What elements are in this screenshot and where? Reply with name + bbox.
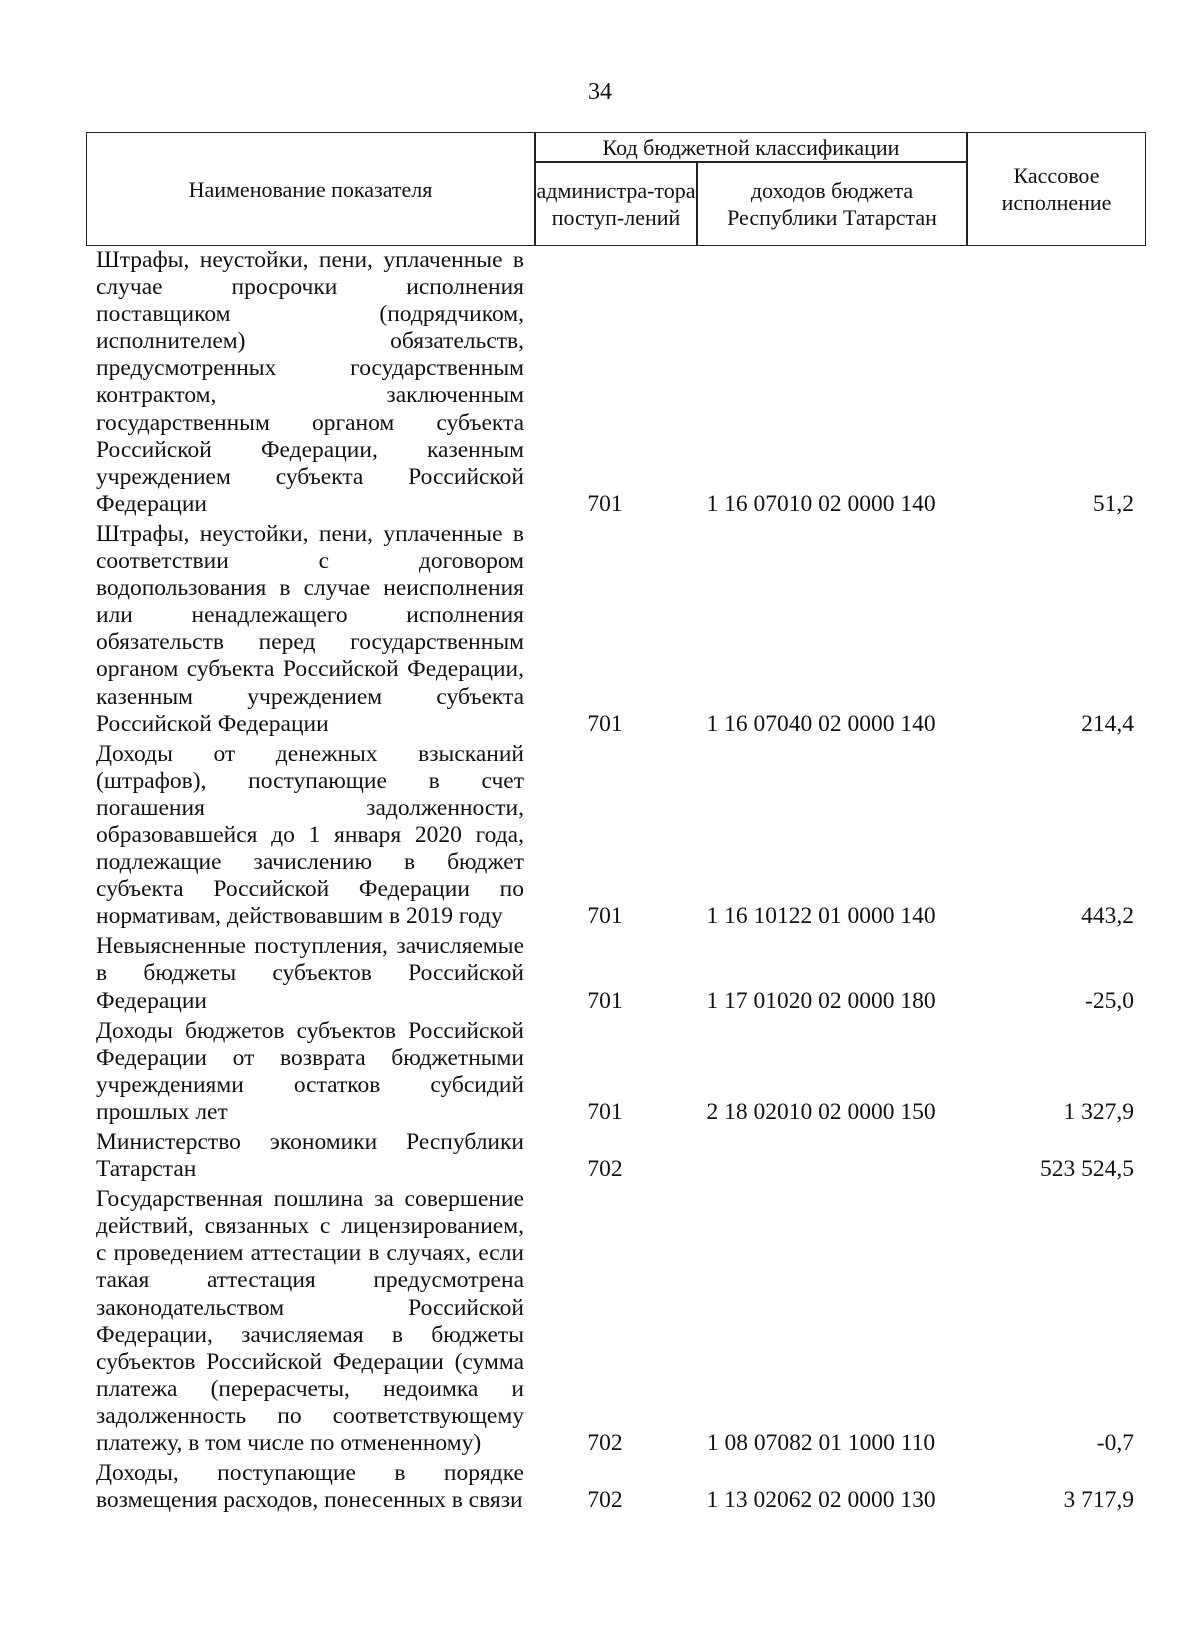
row-name: Невыясненные поступления, зачисляемые в бюджеты субъектов Российской Федерации: [96, 933, 524, 1014]
row-sum: 523 524,5: [1040, 1156, 1134, 1183]
table-row: [86, 741, 1146, 931]
page-number: 34: [588, 79, 612, 105]
table-row: [86, 1460, 1146, 1514]
row-sum: 214,4: [1081, 710, 1134, 737]
row-name: Доходы от денежных взысканий (штрафов), поступающие в счет погашения задолженности, образовавшейся до 1 января 2020 года, подлежащие зачислению в бюджет субъекта Российской Федерации по нормативам, действовавшим в 2019 году: [96, 740, 524, 930]
row-name: Доходы, поступающие в порядке возмещения расходов, понесенных в связи: [96, 1460, 524, 1514]
header-divider: [966, 133, 968, 245]
row-admin: 702: [587, 1156, 623, 1183]
row-name: Штрафы, неустойки, пени, уплаченные в случае просрочки исполнения поставщиком (подрядчиком, исполнителем) обязательств, предусмотренных государственным контрактом, заключенным государственным органом субъекта Российской Федерации, казенным учреждением субъекта Российской Федерации: [96, 247, 524, 517]
row-admin: 701: [587, 987, 623, 1014]
row-sum: -25,0: [1085, 987, 1134, 1014]
row-name: Штрафы, неустойки, пени, уплаченные в соответствии с договором водопользования в случае неисполнения или ненадлежащего исполнения обязательств перед государственным органом субъекта Российской Федерации, казенным учреждением субъекта Российской Федерации: [96, 520, 524, 737]
table-body: [86, 247, 1146, 1517]
row-code: 1 17 01020 02 0000 180: [706, 987, 936, 1014]
row-admin: 702: [587, 1430, 623, 1457]
header-execution-text: Кассовое исполнение: [1001, 163, 1112, 215]
row-code: 1 16 07040 02 0000 140: [706, 710, 936, 737]
header-code-group: Код бюджетной классификации: [602, 135, 900, 160]
header-admin-text: администра-тора поступ-лений: [536, 178, 696, 230]
table-row: [86, 1129, 1146, 1183]
row-code: 1 13 02062 02 0000 130: [706, 1487, 936, 1514]
row-admin: 701: [587, 903, 623, 930]
header-income: [698, 163, 966, 245]
row-code: 1 16 07010 02 0000 140: [706, 490, 936, 517]
table-header: [86, 132, 1146, 246]
row-admin: 701: [587, 1099, 623, 1125]
row-code: 2 18 02010 02 0000 150: [706, 1099, 936, 1125]
table-row: [86, 1186, 1146, 1457]
row-sum: 51,2: [1092, 490, 1134, 517]
row-admin: 701: [587, 710, 623, 737]
row-sum: 443,2: [1081, 903, 1134, 930]
header-income-text: доходов бюджета Республики Татарстан: [727, 178, 937, 230]
table-row: [86, 521, 1146, 738]
header-divider: [696, 162, 698, 245]
header-execution: [968, 133, 1145, 245]
row-code: 1 16 10122 01 0000 140: [706, 903, 936, 930]
header-name: Наименование показателя: [188, 176, 433, 202]
row-sum: -0,7: [1096, 1430, 1134, 1457]
row-code: 1 08 07082 01 1000 110: [706, 1430, 936, 1457]
row-name: Государственная пошлина за совершение действий, связанных с лицензированием, с проведением аттестации в случаях, если такая аттестация предусмотрена законодательством Российской Федерации, зачисляемая в бюджеты субъектов Российской Федерации (сумма платежа (перерасчеты, недоимка и задолженность по соответствующему платежу, в том числе по отмененному): [96, 1186, 524, 1457]
row-sum: 3 717,9: [1063, 1487, 1134, 1514]
header-divider: [534, 133, 536, 245]
table-row: [86, 247, 1146, 518]
header-divider: [534, 161, 968, 163]
header-admin: [536, 163, 696, 245]
row-sum: 1 327,9: [1063, 1099, 1134, 1125]
row-name: Министерство экономики Республики Татарстан: [96, 1129, 524, 1183]
row-admin: 702: [587, 1487, 623, 1514]
table-row: [86, 933, 1146, 1014]
row-admin: 701: [587, 490, 623, 517]
table-row: [86, 1018, 1146, 1126]
row-name: Доходы бюджетов субъектов Российской Федерации от возврата бюджетными учреждениями остатков субсидий прошлых лет: [96, 1017, 524, 1125]
